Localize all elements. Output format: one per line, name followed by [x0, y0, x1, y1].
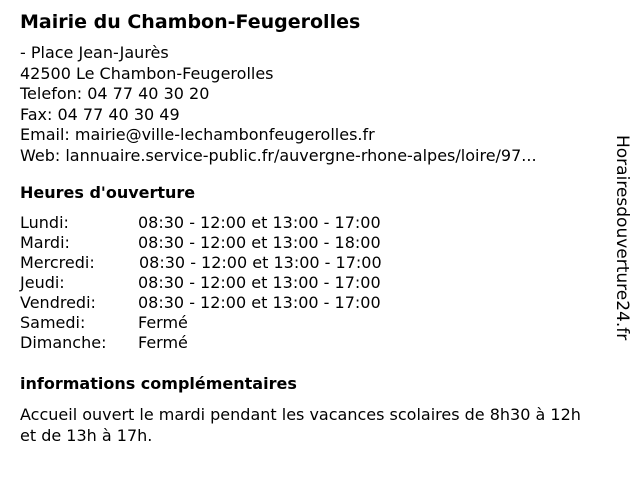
- day-label: Lundi:: [20, 213, 69, 232]
- time-value: 08:30 - 12:00 et 13:00 - 17:00: [138, 213, 381, 232]
- address-line-1: - Place Jean-Jaurès: [20, 43, 169, 62]
- day-label: Mercredi:: [20, 253, 95, 272]
- info-heading: informations complémentaires: [20, 374, 297, 393]
- time-value: Fermé: [138, 313, 188, 332]
- page-title: Mairie du Chambon-Feugerolles: [20, 11, 361, 33]
- time-value: 08:30 - 12:00 et 13:00 - 18:00: [138, 233, 381, 252]
- email-line: Email: mairie@ville-lechambonfeugerolles.fr: [20, 125, 375, 144]
- time-value: Fermé: [138, 333, 188, 352]
- time-value: 08:30 - 12:00 et 13:00 - 17:00: [138, 293, 381, 312]
- fax-line: Fax: 04 77 40 30 49: [20, 104, 180, 124]
- phone-line: Telefon: 04 77 40 30 20: [20, 84, 210, 103]
- contact-block: [20, 43, 537, 166]
- info-text: Accueil ouvert le mardi pendant les vacances scolaires de 8h30 à 12h et de 13h à 17h.: [20, 405, 581, 445]
- day-label: Vendredi:: [20, 293, 96, 312]
- day-label: Mardi:: [20, 233, 70, 252]
- day-label: Samedi:: [20, 313, 86, 332]
- day-label: Dimanche:: [20, 333, 107, 352]
- address-line-2: 42500 Le Chambon-Feugerolles: [20, 63, 274, 83]
- side-brand-watermark: Horairesdouverture24.fr: [612, 135, 632, 341]
- web-line: Web: lannuaire.service-public.fr/auvergne-rhone-alpes/loire/97...: [20, 145, 537, 165]
- day-label: Jeudi:: [20, 273, 65, 292]
- hours-heading: Heures d'ouverture: [20, 183, 196, 202]
- time-value: 08:30 - 12:00 et 13:00 - 17:00: [138, 273, 381, 292]
- time-value: 08:30 - 12:00 et 13:00 - 17:00: [139, 253, 382, 272]
